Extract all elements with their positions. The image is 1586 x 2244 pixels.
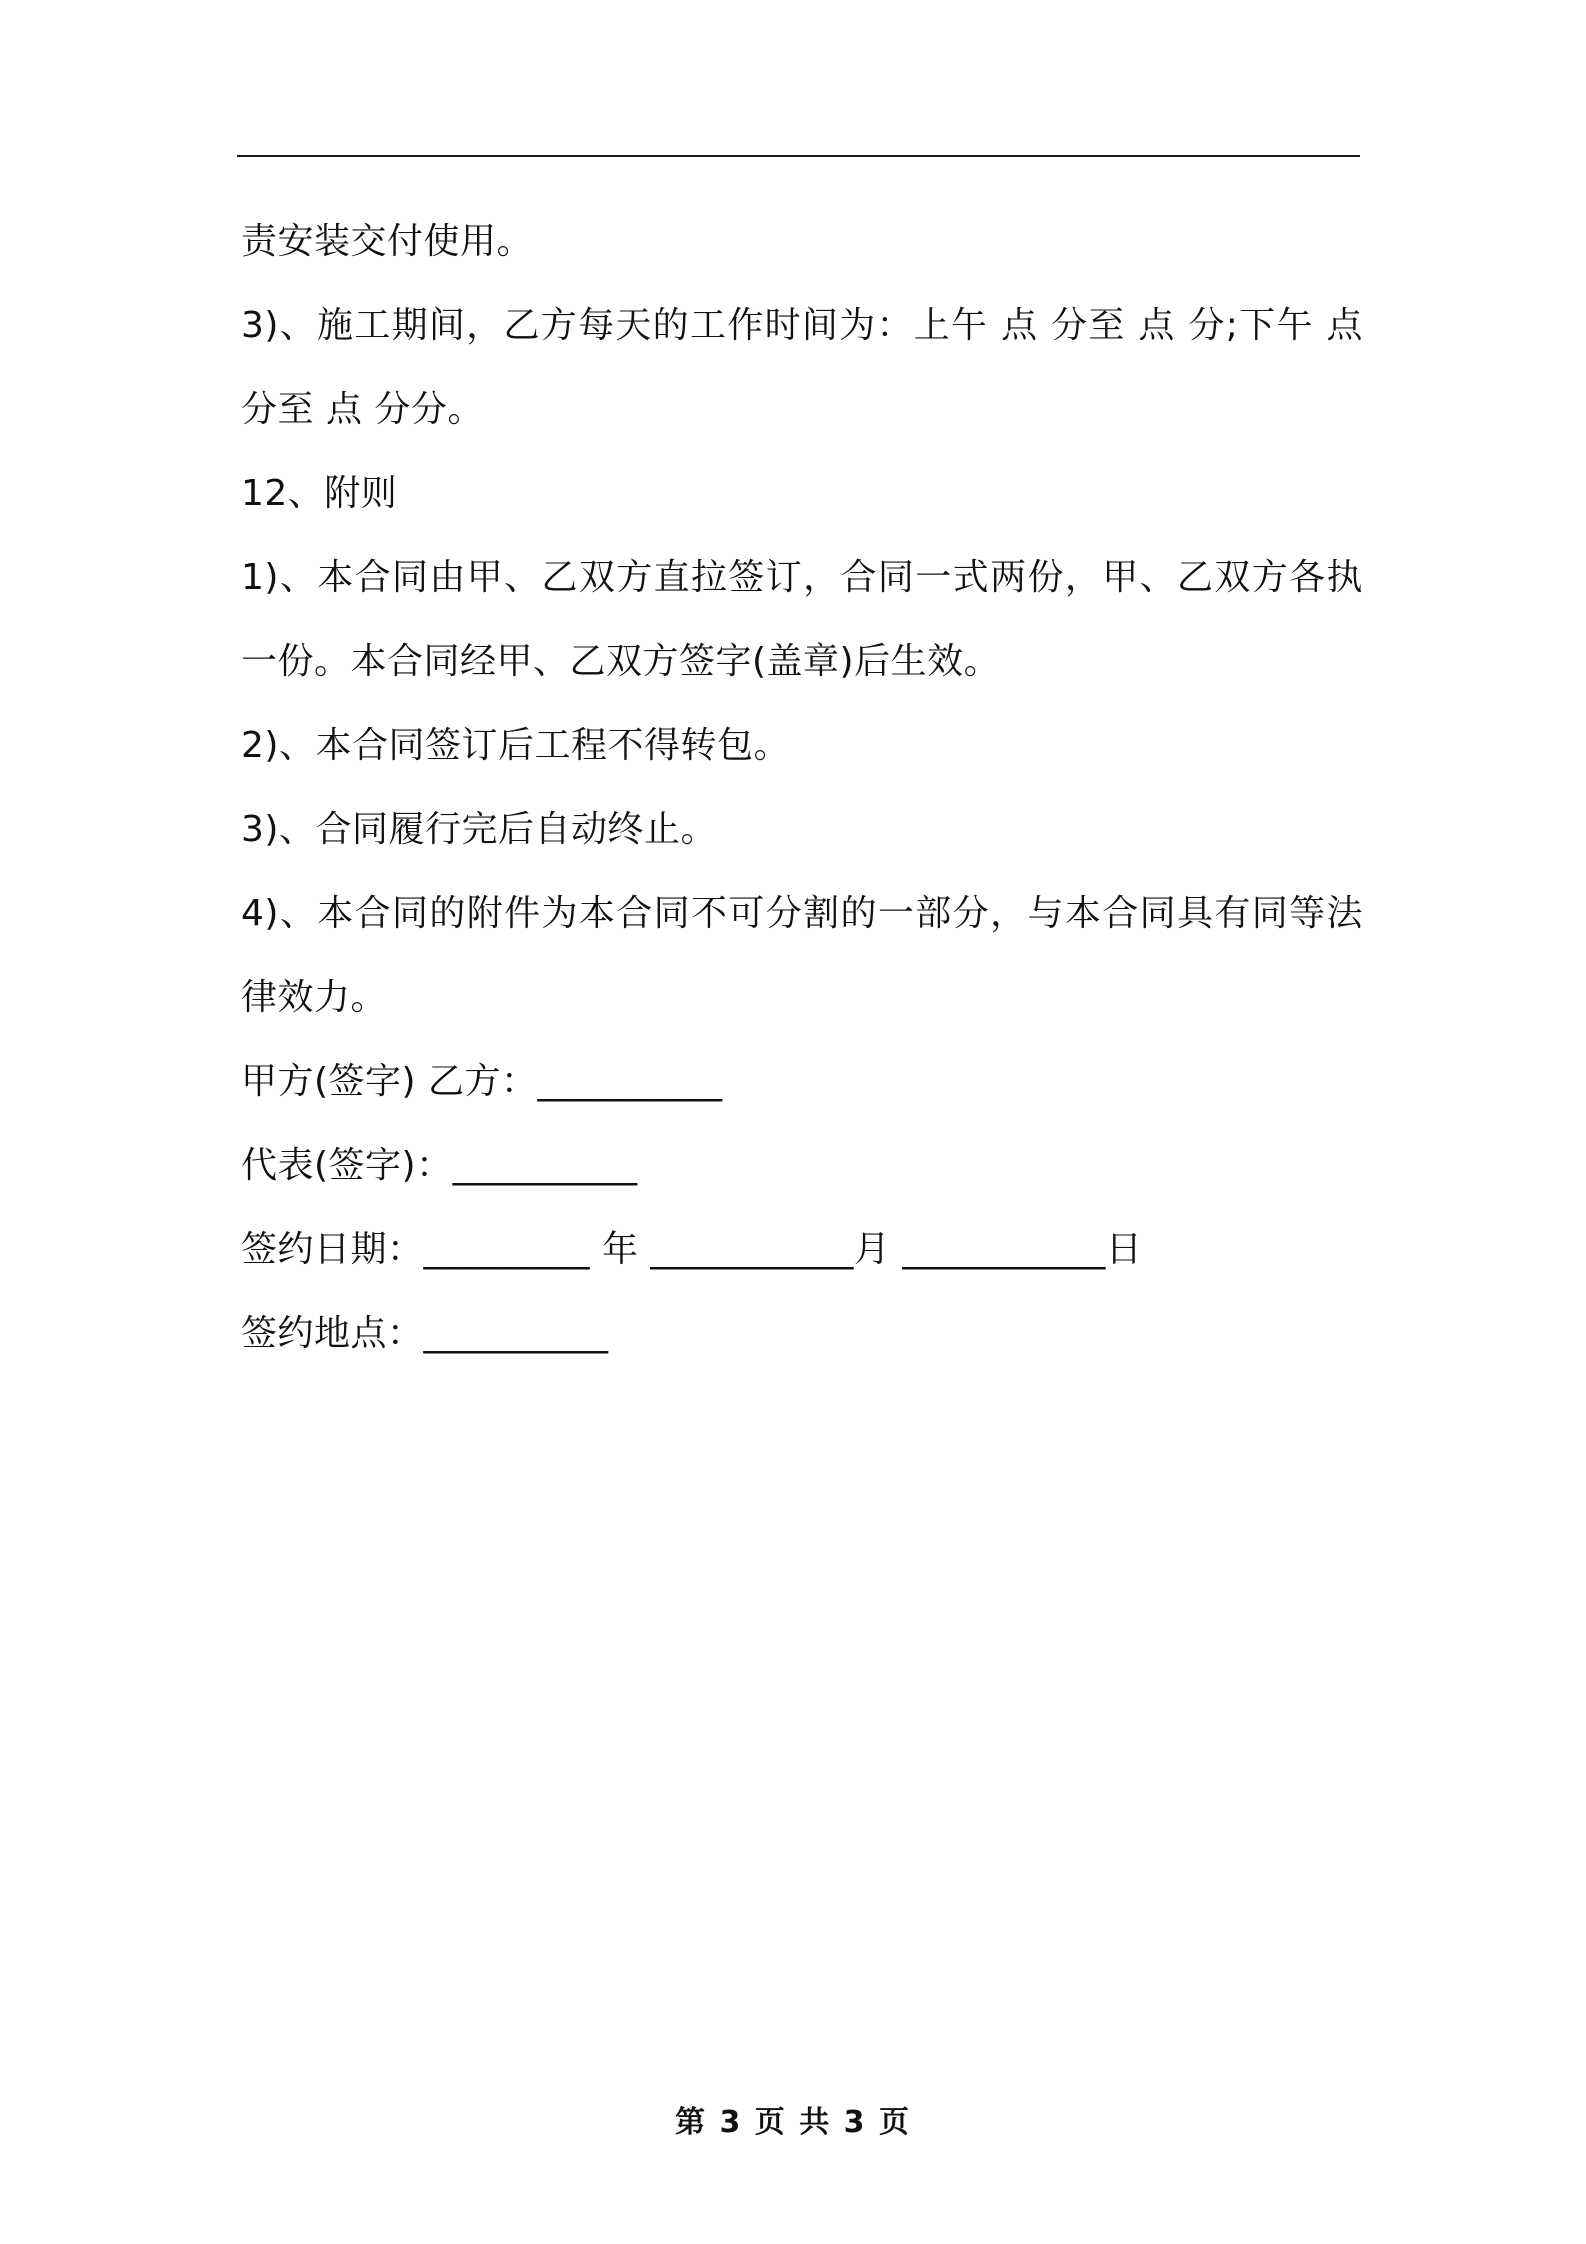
header-rule — [237, 155, 1360, 157]
signature-representative-line: 代表(签字)：__________ — [241, 1145, 638, 1186]
text-line-2: 3)、施工期间，乙方每天的工作时间为：上午 点 分至 点 分;下午 点 — [241, 305, 1363, 346]
section-heading-appendix: 12、附则 — [241, 473, 398, 514]
signing-date-line: 签约日期：_________ 年 ___________月 ___________日 — [241, 1229, 1143, 1270]
page-number-footer: 第 3 页 共 3 页 — [675, 2105, 911, 2140]
text-line-6: 一份。本合同经甲、乙双方签字(盖章)后生效。 — [241, 641, 1001, 682]
text-line-1: 责安装交付使用。 — [241, 221, 534, 262]
text-line-9: 4)、本合同的附件为本合同不可分割的一部分，与本合同具有同等法 — [241, 893, 1363, 934]
signing-place-line: 签约地点：__________ — [241, 1313, 609, 1354]
text-line-3: 分至 点 分分。 — [241, 389, 484, 430]
document-body — [241, 200, 1363, 1376]
text-line-5: 1)、本合同由甲、乙双方直拉签订，合同一式两份，甲、乙双方各执 — [241, 557, 1363, 598]
text-line-7: 2)、本合同签订后工程不得转包。 — [241, 725, 790, 766]
text-line-8: 3)、合同履行完后自动终止。 — [241, 809, 717, 850]
signature-party-line: 甲方(签字) 乙方：__________ — [241, 1061, 723, 1102]
text-line-10: 律效力。 — [241, 977, 388, 1018]
